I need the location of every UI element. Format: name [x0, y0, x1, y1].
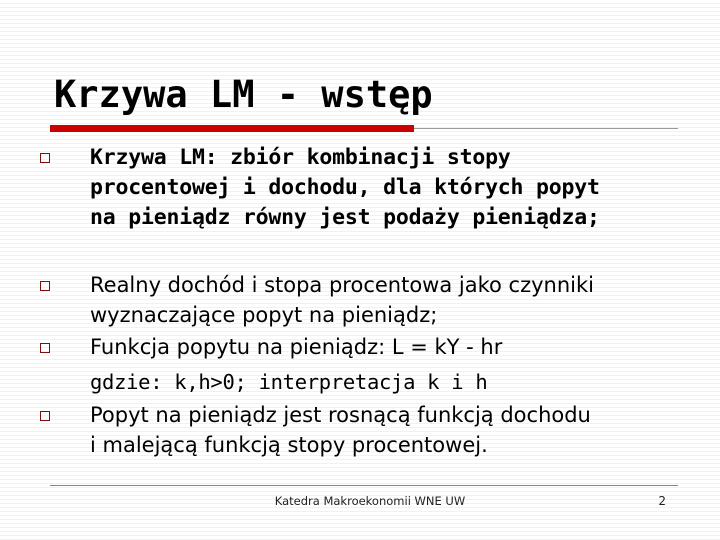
bullet-text: Popyt na pieniądz jest rosnącą funkcją dochodu i malejącą funkcją stopy procentowej. — [90, 403, 591, 457]
title-underline-accent — [50, 125, 414, 132]
bullet-continuation-text: gdzie: k,h>0; interpretacja k i h — [90, 370, 488, 394]
bullet-square-icon — [40, 281, 50, 291]
bullet-text: Krzywa LM: zbiór kombinacji stopy procentowej i dochodu, dla których popyt na pieniądz równy jest podaży pieniądza; — [90, 145, 600, 230]
footer-divider — [50, 485, 678, 486]
bullet-square-icon — [40, 153, 50, 163]
slide-title: Krzywa LM - wstęp — [54, 73, 433, 116]
bullet-text: Realny dochód i stopa procentowa jako czynniki wyznaczające popyt na pieniądz; — [90, 273, 594, 327]
bullet-square-icon — [40, 411, 50, 421]
title-underline-thin — [414, 128, 678, 129]
bullet-square-icon — [40, 343, 50, 353]
footer-text: Katedra Makroekonomii WNE UW — [274, 494, 466, 508]
bullet-text: Funkcja popytu na pieniądz: L = kY - hr — [90, 335, 503, 359]
page-number: 2 — [658, 494, 666, 508]
